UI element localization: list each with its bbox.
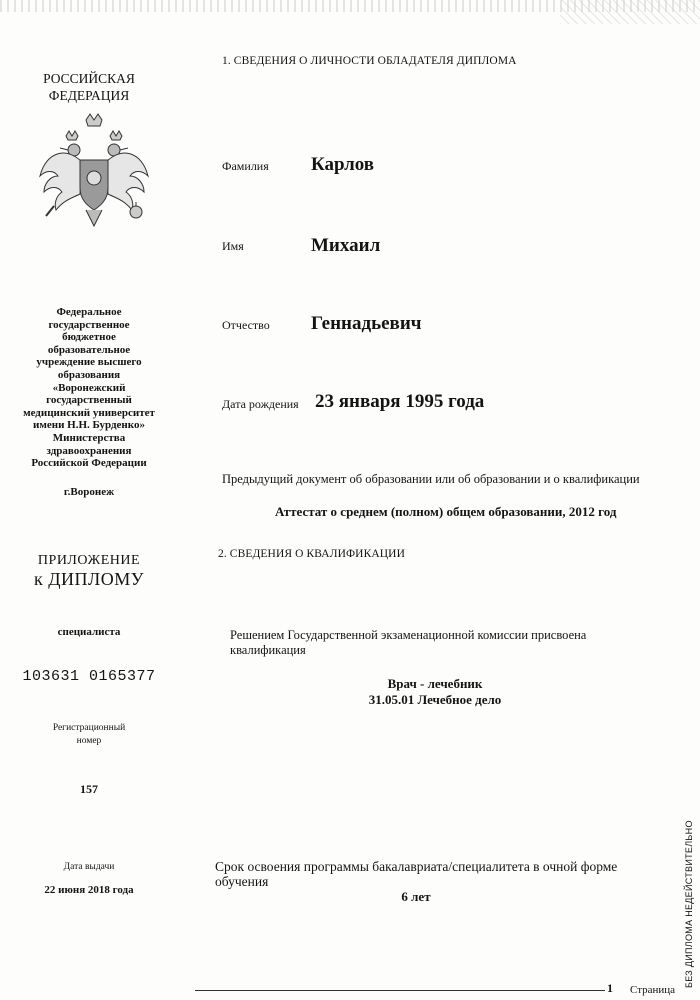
footer-rule — [195, 990, 605, 991]
patronymic-value: Геннадьевич — [311, 313, 422, 334]
registration-label — [0, 722, 178, 748]
commission-decision-line-2: квалификация — [230, 643, 306, 657]
qualification-value: Врач - лечебник — [387, 676, 483, 691]
institution-city: г.Воронеж — [63, 486, 115, 498]
appendix-title-line-2: к ДИПЛОМУ — [34, 569, 144, 589]
page-label: Страница — [630, 984, 676, 996]
institution-line: здравоохранения — [46, 444, 132, 457]
institution-block — [0, 306, 178, 470]
program-duration-line-2: обучения — [215, 874, 269, 889]
section-2-title: 2. СВЕДЕНИЯ О КВАЛИФИКАЦИИ — [218, 548, 405, 560]
institution-line: Федеральное — [56, 306, 122, 318]
program-duration-label — [215, 859, 675, 889]
institution-line: государственное — [48, 318, 130, 331]
previous-document-label: Предыдущий документ об образовании или об образовании и о квалификации — [222, 472, 640, 486]
previous-document-value: Аттестат о среднем (полном) общем образовании, 2012 год — [275, 504, 617, 519]
institution-line: учреждение высшего — [36, 356, 142, 369]
section-1-title: 1. СВЕДЕНИЯ О ЛИЧНОСТИ ОБЛАДАТЕЛЯ ДИПЛОМА — [222, 55, 517, 67]
first-name-value: Михаил — [311, 235, 381, 256]
country-heading — [0, 70, 178, 104]
top-right-security-pattern — [560, 0, 700, 24]
specialty-value: 31.05.01 Лечебное дело — [368, 692, 502, 707]
registration-number: 157 — [80, 782, 98, 796]
institution-line: образовательное — [47, 343, 131, 356]
institution-line: бюджетное — [62, 331, 116, 344]
qualification-level: специалиста — [57, 626, 121, 638]
institution-line: Российской Федерации — [31, 457, 147, 470]
commission-decision-line-1: Решением Государственной экзаменационной комиссии присвоена — [230, 628, 587, 642]
institution-line: «Воронежский — [52, 381, 126, 394]
coat-of-arms-emblem — [36, 106, 152, 232]
institution-line: имени Н.Н. Бурденко» — [33, 419, 145, 432]
surname-label: Фамилия — [222, 159, 269, 173]
program-duration-value: 6 лет — [401, 889, 431, 904]
page-number: 1 — [607, 981, 613, 995]
issue-date-label: Дата выдачи — [63, 862, 115, 872]
institution-line: государственный — [46, 394, 132, 407]
appendix-title-line-1: ПРИЛОЖЕНИЕ — [37, 553, 141, 568]
institution-line: образования — [57, 368, 121, 381]
first-name-label: Имя — [222, 239, 244, 253]
registration-label-line-2: номер — [76, 736, 102, 746]
institution-line: медицинский университет — [23, 406, 155, 419]
surname-value: Карлов — [311, 154, 375, 175]
patronymic-label: Отчество — [222, 318, 270, 332]
side-validity-note: БЕЗ ДИПЛОМА НЕДЕЙСТВИТЕЛЬНО — [684, 820, 694, 988]
birth-date-value: 23 января 1995 года — [315, 391, 485, 412]
institution-line: Министерства — [52, 431, 126, 444]
commission-decision — [230, 628, 670, 658]
issue-date: 22 июня 2018 года — [44, 884, 134, 896]
birth-date-label: Дата рождения — [222, 397, 299, 411]
country-line-2: ФЕДЕРАЦИЯ — [48, 88, 130, 103]
registration-label-line-1: Регистрационный — [52, 723, 126, 733]
country-line-1: РОССИЙСКАЯ — [43, 71, 135, 86]
program-duration-line-1: Срок освоения программы бакалавриата/специалитета в очной форме — [215, 859, 618, 874]
diploma-serial-number: 103631 0165377 — [22, 668, 156, 685]
